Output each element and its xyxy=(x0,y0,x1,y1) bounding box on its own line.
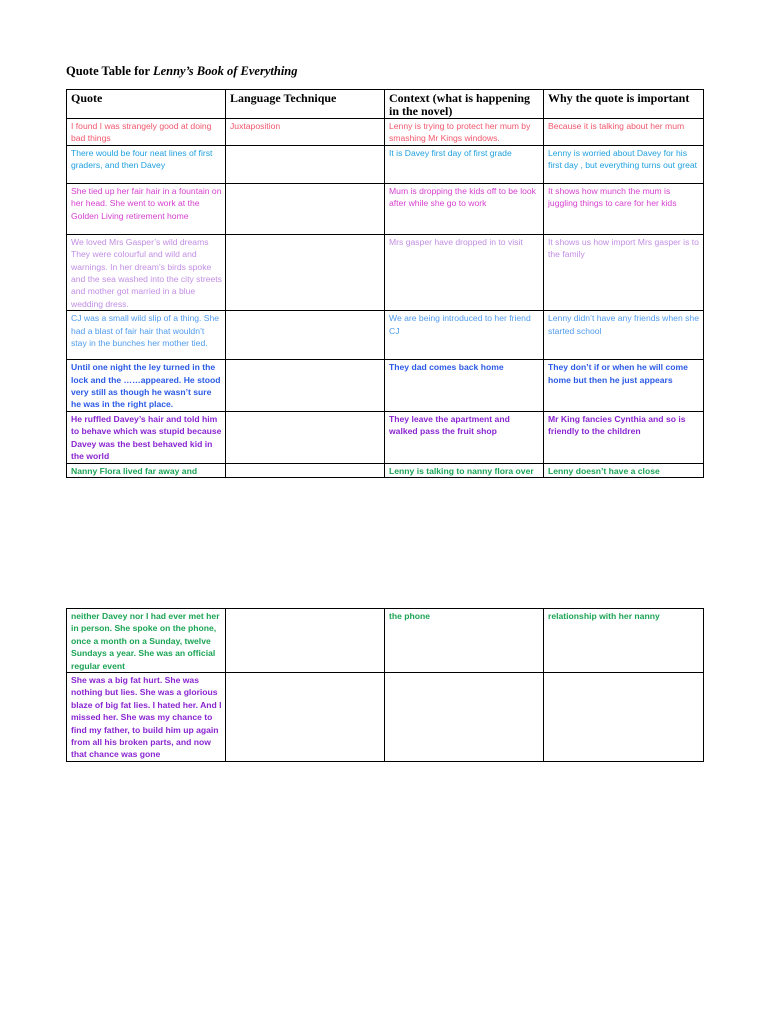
quote-cell: We loved Mrs Gasper’s wild dreams They were colourful and wild and warnings. In her dream’s birds spoke and the sea washed into the city streets and mother got married in a blue wedding dress. xyxy=(67,234,226,310)
quote-cell: Until one night the ley turned in the lock and the ……appeared. He stood very still as though he wasn’t sure he was in the right place. xyxy=(67,360,226,412)
context-cell: Lenny is trying to protect her mum by smashing Mr Kings windows. xyxy=(385,119,544,146)
table-row xyxy=(67,183,704,234)
table-row xyxy=(67,463,704,477)
technique-cell xyxy=(226,311,385,360)
importance-cell: relationship with her nanny xyxy=(544,609,704,673)
table-row xyxy=(67,673,704,762)
context-cell: They dad comes back home xyxy=(385,360,544,412)
context-cell: It is Davey first day of first grade xyxy=(385,145,544,183)
context-cell: Mrs gasper have dropped in to visit xyxy=(385,234,544,310)
header-context: Context (what is happening in the novel) xyxy=(385,90,544,119)
context-cell xyxy=(385,673,544,762)
context-cell: the phone xyxy=(385,609,544,673)
technique-cell xyxy=(226,411,385,463)
header-language-technique: Language Technique xyxy=(226,90,385,119)
importance-cell: It shows how munch the mum is juggling things to care for her kids xyxy=(544,183,704,234)
header-quote: Quote xyxy=(67,90,226,119)
importance-cell: It shows us how import Mrs gasper is to the family xyxy=(544,234,704,310)
importance-cell: Lenny is worried about Davey for his first day , but everything turns out great xyxy=(544,145,704,183)
technique-cell xyxy=(226,609,385,673)
importance-cell xyxy=(544,673,704,762)
quote-cell: She tied up her fair hair in a fountain on her head. She went to work at the Golden Living retirement home xyxy=(67,183,226,234)
quote-cell: neither Davey nor I had ever met her in person. She spoke on the phone, once a month on a Sunday, twelve Sundays a year. She was an official regular event xyxy=(67,609,226,673)
table-row xyxy=(67,411,704,463)
context-cell: We are being introduced to her friend CJ xyxy=(385,311,544,360)
context-cell: Mum is dropping the kids off to be look after while she go to work xyxy=(385,183,544,234)
context-cell: Lenny is talking to nanny flora over xyxy=(385,463,544,477)
technique-cell xyxy=(226,145,385,183)
table-row xyxy=(67,145,704,183)
title-book-name: Lenny’s Book of Everything xyxy=(152,64,298,78)
quote-table-continued xyxy=(66,608,704,762)
quote-cell: I found I was strangely good at doing bad things xyxy=(67,119,226,146)
quote-cell: He ruffled Davey’s hair and told him to behave which was stupid because Davey was the best behaved kid in the world xyxy=(67,411,226,463)
technique-cell: Juxtaposition xyxy=(226,119,385,146)
importance-cell: They don’t if or when he will come home but then he just appears xyxy=(544,360,704,412)
technique-cell xyxy=(226,673,385,762)
quote-cell: Nanny Flora lived far away and xyxy=(67,463,226,477)
quote-table xyxy=(66,89,704,478)
table-row xyxy=(67,360,704,412)
technique-cell xyxy=(226,463,385,477)
table-row xyxy=(67,234,704,310)
quote-cell: She was a big fat hurt. She was nothing but lies. She was a glorious blaze of big fat lies. I hated her. And I missed her. She was my chance to find my father, to build him up again from all his broken parts, and now that chance was gone xyxy=(67,673,226,762)
table-header-row xyxy=(67,90,704,119)
title-prefix: Quote Table for xyxy=(66,64,153,78)
importance-cell: Because it is talking about her mum xyxy=(544,119,704,146)
importance-cell: Mr King fancies Cynthia and so is friendly to the children xyxy=(544,411,704,463)
table-row xyxy=(67,311,704,360)
importance-cell: Lenny didn’t have any friends when she started school xyxy=(544,311,704,360)
context-cell: They leave the apartment and walked pass the fruit shop xyxy=(385,411,544,463)
table-row xyxy=(67,609,704,673)
technique-cell xyxy=(226,183,385,234)
quote-cell: CJ was a small wild slip of a thing. She had a blast of fair hair that wouldn’t stay in the bunches her mother tied. xyxy=(67,311,226,360)
importance-cell: Lenny doesn’t have a close xyxy=(544,463,704,477)
quote-cell: There would be four neat lines of first graders, and then Davey xyxy=(67,145,226,183)
technique-cell xyxy=(226,234,385,310)
technique-cell xyxy=(226,360,385,412)
document-title xyxy=(66,64,298,79)
table-row xyxy=(67,119,704,146)
header-importance: Why the quote is important xyxy=(544,90,704,119)
